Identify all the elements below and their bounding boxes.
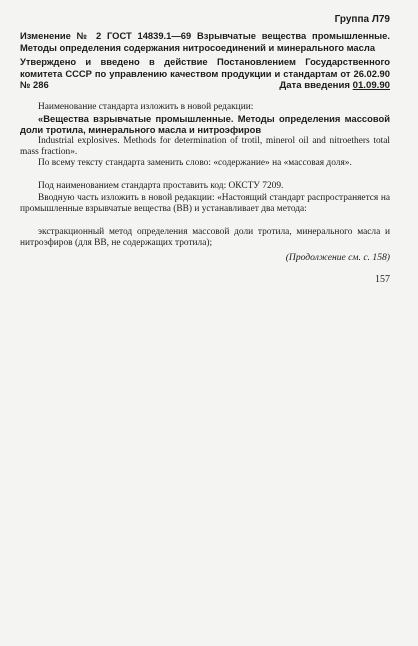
paragraph-new-title-en: Industrial explosives. Methods for determination of trotil, minerol oil and nitroethers total mass fraction». — [20, 136, 390, 158]
effective-date-line — [279, 80, 390, 91]
paragraph-rename-instruction: Наименование стандарта изложить в новой редакции: — [38, 102, 254, 112]
effective-date-label: Дата введения — [279, 80, 350, 91]
paragraph-okstu-code: Под наименованием стандарта проставить код: ОКСТУ 7209. — [38, 181, 284, 191]
continuation-note: (Продолжение см. с. 158) — [285, 252, 390, 263]
approval-statement: Утверждено и введено в действие Постановлением Государственного комитета СССР по управлению качеством продукции и стандартам от 26.02.90 № 286 — [20, 56, 390, 91]
paragraph-extraction-method: экстракционный метод определения массовой доли тротила, минерального масла и нитроэфиров (для ВВ, не содержащих тротила); — [20, 227, 390, 249]
change-title: Изменение № 2 ГОСТ 14839.1—69 Взрывчатые вещества промышленные. Методы определения содержания нитросоединений и минерального масла — [20, 30, 390, 53]
paragraph-word-replacement: По всему тексту стандарта заменить слово: «содержание» на «массовая доля». — [38, 158, 352, 168]
effective-date-value: 01.09.90 — [352, 80, 390, 91]
paragraph-intro-rewrite: Вводную часть изложить в новой редакции: «Настоящий стандарт распространяется на промышленные взрывчатые вещества (ВВ) и устанавливает два метода: — [20, 193, 390, 215]
page-number: 157 — [375, 274, 390, 285]
group-label: Группа Л79 — [334, 14, 390, 25]
paragraph-new-title-ru: «Вещества взрывчатые промышленные. Методы определения массовой доли тротила, минерального масла и нитроэфиров — [20, 113, 390, 136]
